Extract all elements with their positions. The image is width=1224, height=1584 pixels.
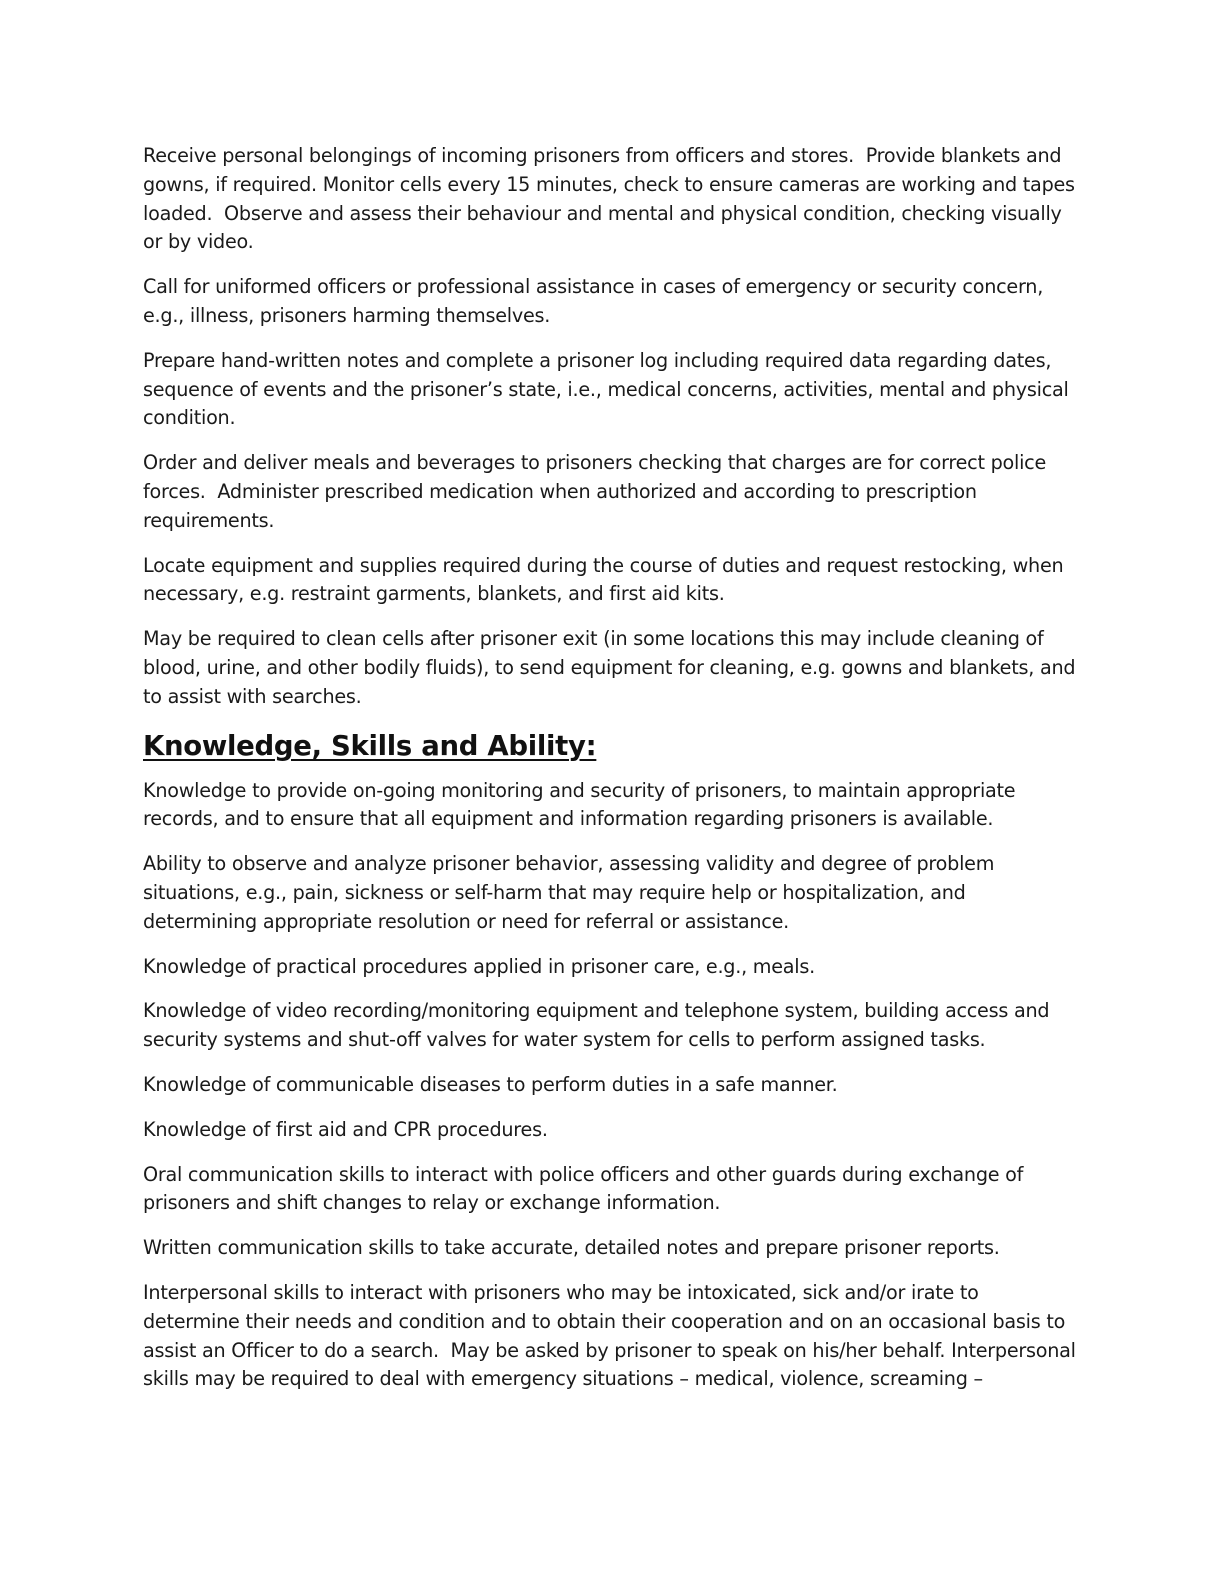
duties-paragraph: May be required to clean cells after prisoner exit (in some locations this may include cleaning of blood, urine, and other bodily fluids), to send equipment for cleaning, e.g. gowns and blankets, and to assist with searches. — [143, 627, 1082, 708]
ksa-paragraph: Knowledge to provide on-going monitoring and security of prisoners, to maintain appropriate records, and to ensure that all equipment and information regarding prisoners is available. — [143, 778, 1022, 831]
ksa-paragraph: Knowledge of communicable diseases to perform duties in a safe manner. — [143, 1072, 838, 1096]
ksa-paragraph: Ability to observe and analyze prisoner behavior, assessing validity and degree of problem situations, e.g., pain, sickness or self-harm that may require help or hospitalization, and determining appropriate resolution or need for referral or assistance. — [143, 852, 1001, 933]
duties-paragraph: Prepare hand-written notes and complete a prisoner log including required data regarding dates, sequence of events and the prisoner’s state, i.e., medical concerns, activities, mental and physical condition. — [143, 348, 1075, 430]
ksa-paragraph: Knowledge of first aid and CPR procedures. — [143, 1117, 548, 1141]
ksa-paragraph: Written communication skills to take accurate, detailed notes and prepare prisoner reports. — [143, 1236, 1000, 1260]
ksa-heading: Knowledge, Skills and Ability: — [143, 729, 597, 762]
ksa-paragraph: Knowledge of video recording/monitoring equipment and telephone system, building access and security systems and shut-off valves for water system for cells to perform assigned tasks. — [143, 999, 1056, 1052]
document-body — [143, 142, 1082, 1410]
duties-paragraph: Receive personal belongings of incoming prisoners from officers and stores. Provide blankets and gowns, if required. Monitor cells every 15 minutes, check to ensure cameras are working and tapes loaded. Observe and assess their behaviour and mental and physical condition, checking visually or by video. — [143, 144, 1081, 254]
duties-paragraph: Order and deliver meals and beverages to prisoners checking that charges are for correct police forces. Administer prescribed medication when authorized and according to prescription requirements. — [143, 451, 1052, 532]
duties-paragraph: Call for uniformed officers or professional assistance in cases of emergency or security concern, e.g., illness, prisoners harming themselves. — [143, 275, 1049, 327]
ksa-paragraph: Knowledge of practical procedures applied in prisoner care, e.g., meals. — [143, 954, 815, 978]
ksa-paragraph: Interpersonal skills to interact with prisoners who may be intoxicated, sick and/or irate to determine their needs and condition and to obtain their cooperation and on an occasional basis to assist an Officer to do a search. May be asked by prisoner to speak on his/her behalf. Interpersonal skills may be required to deal with emergency situations – medical, violence, screaming – — [143, 1280, 1082, 1391]
ksa-paragraph: Oral communication skills to interact with police officers and other guards during exchange of prisoners and shift changes to relay or exchange information. — [143, 1162, 1030, 1215]
duties-paragraph: Locate equipment and supplies required during the course of duties and request restocking, when necessary, e.g. restraint garments, blankets, and first aid kits. — [143, 553, 1070, 606]
